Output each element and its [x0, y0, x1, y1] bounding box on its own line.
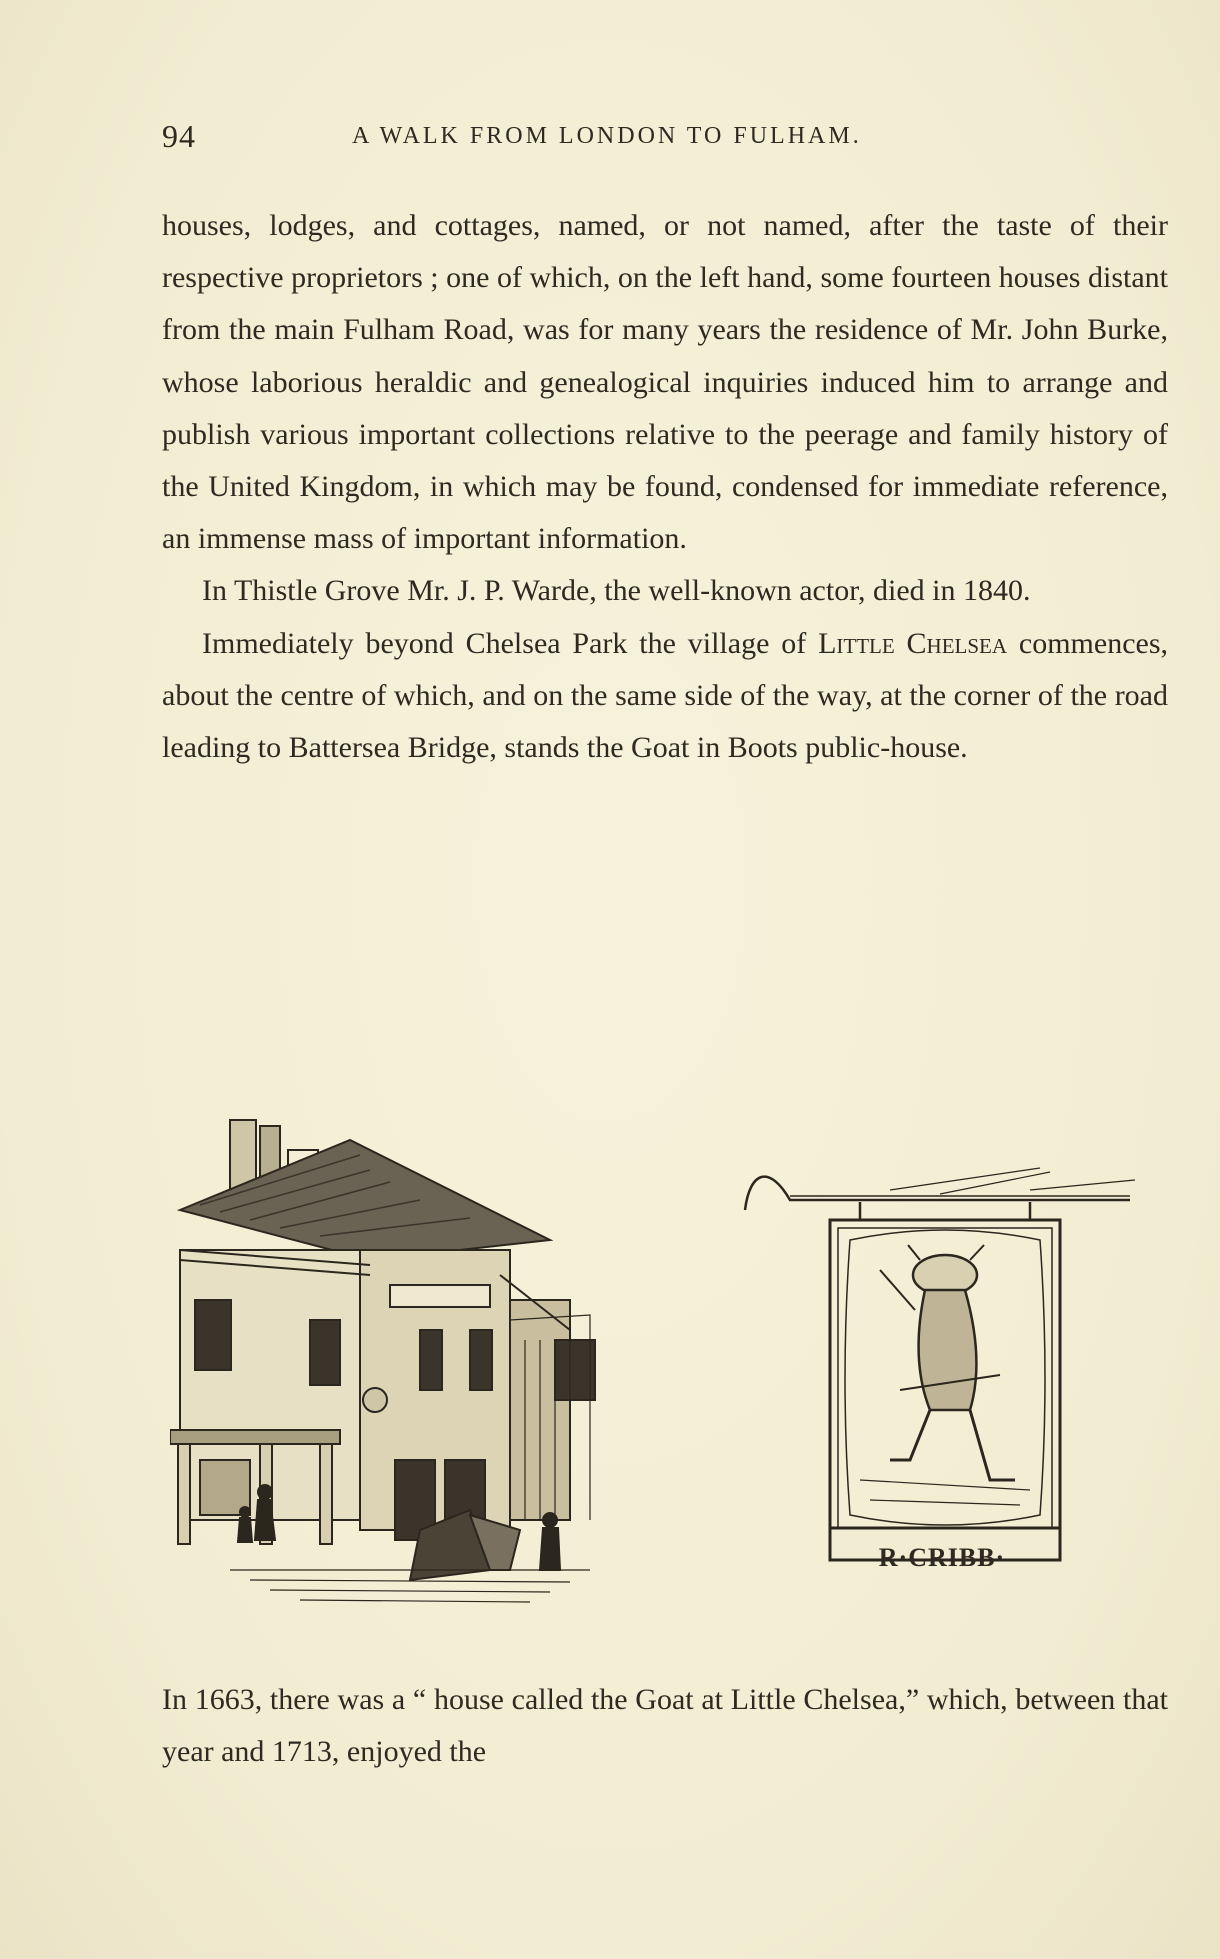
- running-head: [162, 118, 992, 158]
- goat-in-boots-inn-engraving: [170, 1100, 690, 1620]
- body-text-bottom: [162, 1674, 1168, 1778]
- running-title: A WALK FROM LONDON TO FULHAM.: [352, 123, 862, 149]
- page-number: 94: [162, 118, 196, 154]
- inn-sign-illustration: [740, 1160, 1140, 1590]
- paragraph-text: Immediately beyond Chelsea Park the village of: [202, 626, 819, 660]
- goat-in-boots-sign-drawing: [740, 1160, 1140, 1590]
- paragraph-goat-house: In 1663, there was a “ house called the Goat at Little Chelsea,” which, between that year and 1713, enjoyed the: [162, 1683, 1168, 1769]
- sign-label: R·CRIBB·: [878, 1543, 1006, 1572]
- paragraph-text: commences, about the centre of which, and on the same side of the way, at the corner of the road leading to Battersea Bridge, stands the Goat in Boots public-house.: [162, 626, 1168, 765]
- paragraph-little-chelsea: [162, 618, 1168, 775]
- paragraph-warde: In Thistle Grove Mr. J. P. Warde, the well-known actor, died in 1840.: [202, 574, 1031, 608]
- place-name: Little Chelsea: [818, 626, 1008, 660]
- body-text-top: [162, 200, 1168, 774]
- paragraph-burke: houses, lodges, and cottages, named, or not named, after the taste of their respective proprietors ; one of which, on the left hand, some fourteen houses distant from the main Fulham Road, was for many years the residence of Mr. John Burke, whose laborious heraldic and genealogical inquiries induced him to arrange and publish various important collections relative to the peerage and family history of the United Kingdom, in which may be found, condensed for immediate reference, an immense mass of important information.: [162, 209, 1168, 556]
